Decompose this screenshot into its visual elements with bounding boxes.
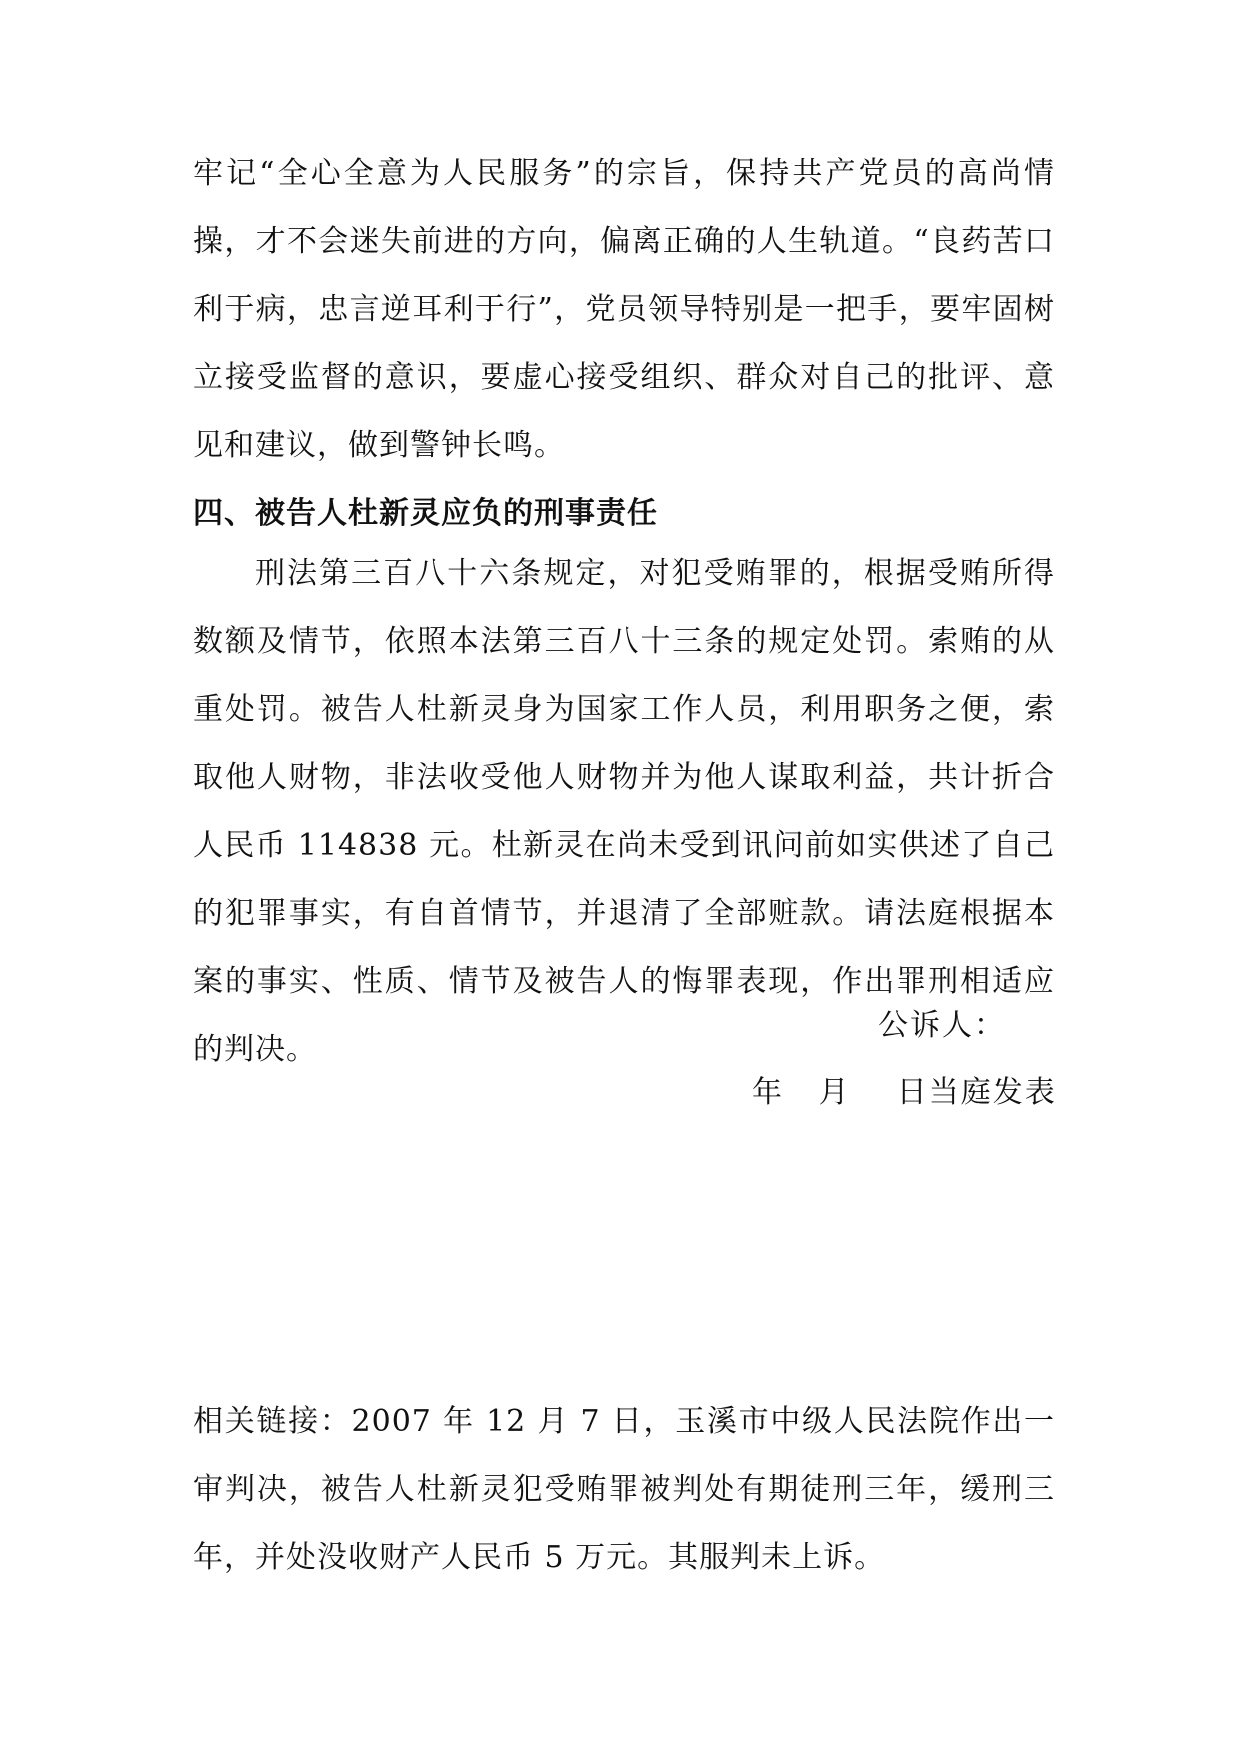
paragraph-continuation: 牢记“全心全意为人民服务”的宗旨，保持共产党员的高尚情操，才不会迷失前进的方向，偏离正确的人生轨道。“良药苦口利于病，忠言逆耳利于行”，党员领导特别是一把手，要牢固树立接受监督的意识，要虚心接受组织、群众对自己的批评、意见和建议，做到警钟长鸣。 — [193, 156, 1055, 463]
paragraph-criminal-liability: 刑法第三百八十六条规定，对犯受贿罪的，根据受贿所得数额及情节，依照本法第三百八十三条的规定处罚。索贿的从重处罚。被告人杜新灵身为国家工作人员，利用职务之便，索取他人财物，非法收受他人财物并为他人谋取利益，共计折合人民币 114838 元。杜新灵在尚未受到讯问前如实供述了自己的犯罪事实，有自首情节，并退清了全部赃款。请法庭根据本案的事实、性质、情节及被告人的悔罪表现，作出罪刑相适应的判决。 — [193, 556, 1055, 1067]
related-link-paragraph: 相关链接：2007 年 12 月 7 日，玉溪市中级人民法院作出一审判决，被告人杜新灵犯受贿罪被判处有期徒刑三年，缓刑三年，并处没收财产人民币 5 万元。其服判未上诉。 — [193, 1404, 1055, 1575]
prosecutor-label: 公诉人： — [878, 1008, 1006, 1043]
date-line: 年 月 日当庭发表 — [752, 1075, 1057, 1110]
section-heading: 四、被告人杜新灵应负的刑事责任 — [193, 496, 658, 531]
